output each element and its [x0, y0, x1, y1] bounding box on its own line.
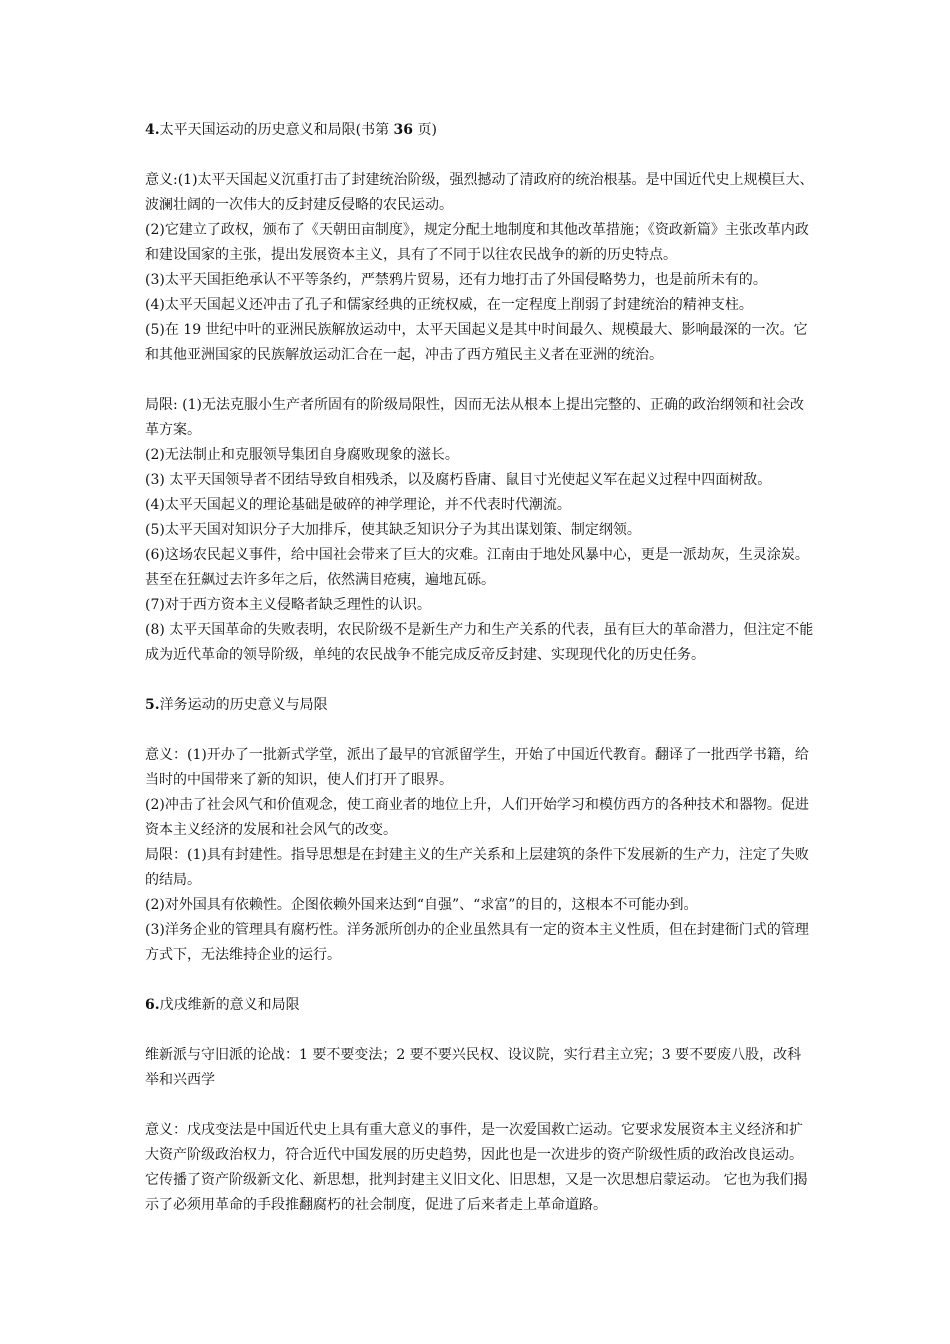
section-5-paragraph-5: (3)洋务企业的管理具有腐朽性。洋务派所创办的企业虽然具有一定的资本主义性质，但在封建衙门式的管理方式下，无法维持企业的运行。 [145, 922, 809, 963]
section-4-limit-8: (8) 太平天国革命的失败表明，农民阶级不是新生产力和生产关系的代表，虽有巨大的革命潜力，但注定不能成为近代革命的领导阶级，单纯的农民战争不能完成反帝反封建、实现现代化的历史任务。 [145, 622, 814, 663]
section-4-title-end: 页) [413, 122, 437, 138]
document-page [145, 118, 815, 1218]
section-5-paragraph-3: 局限：(1)具有封建性。指导思想是在封建主义的生产关系和上层建筑的条件下发展新的生产力，注定了失败的结局。 [145, 847, 809, 888]
section-4-limit-6: (6)这场农民起义事件，给中国社会带来了巨大的灾难。江南由于地处风暴中心，更是一派劫灰，生灵涂炭。甚至在狂飙过去许多年之后，依然满目疮痍，遍地瓦砾。 [145, 547, 809, 588]
section-4-meaning-1: 意义:(1)太平天国起义沉重打击了封建统治阶级，强烈撼动了清政府的统治根基。是中国近代史上规模巨大、波澜壮阔的一次伟大的反封建反侵略的农民运动。 [145, 172, 814, 213]
section-4-meaning-2: (2)它建立了政权，颁布了《天朝田亩制度》，规定分配土地制度和其他改革措施；《资政新篇》主张改革内政和建设国家的主张，提出发展资本主义，具有了不同于以往农民战争的新的历史特点。 [145, 222, 809, 263]
section-6-debate: 维新派与守旧派的论战：1 要不要变法；2 要不要兴民权、设议院，实行君主立宪；3 要不要废八股，改科举和兴西学 [145, 1047, 802, 1088]
section-4-limit-5: (5)太平天国对知识分子大加排斥，使其缺乏知识分子为其出谋划策、制定纲领。 [145, 522, 641, 538]
section-4-limit-4: (4)太平天国起义的理论基础是破碎的神学理论，并不代表时代潮流。 [145, 497, 571, 513]
section-5-paragraph-1: 意义：(1)开办了一批新式学堂，派出了最早的官派留学生，开始了中国近代教育。翻译了一批西学书籍，给当时的中国带来了新的知识，使人们打开了眼界。 [145, 747, 809, 788]
section-4-page-number: 36 [393, 122, 414, 138]
section-4-heading [145, 118, 815, 143]
section-4-limit-7: (7)对于西方资本主义侵略者缺乏理性的认识。 [145, 597, 431, 613]
section-5-paragraph-2: (2)冲击了社会风气和价值观念，使工商业者的地位上升，人们开始学习和模仿西方的各种技术和器物。促进资本主义经济的发展和社会风气的改变。 [145, 797, 809, 838]
section-4-limit-3: (3) 太平天国领导者不团结导致自相残杀，以及腐朽昏庸、鼠目寸光使起义军在起义过程中四面树敌。 [145, 472, 772, 488]
section-5-paragraph-4: (2)对外国具有依赖性。企图依赖外国来达到“自强”、“求富”的目的，这根本不可能办到。 [145, 897, 698, 913]
section-5-number: 5. [145, 697, 160, 713]
section-4-limit-2: (2)无法制止和克服领导集团自身腐败现象的滋长。 [145, 447, 459, 463]
section-4-limit-1: 局限: (1)无法克服小生产者所固有的阶级局限性，因而无法从根本上提出完整的、正确的政治纲领和社会改革方案。 [145, 397, 804, 438]
section-4-meaning-4: (4)太平天国起义还冲击了孔子和儒家经典的正统权威，在一定程度上削弱了封建统治的精神支柱。 [145, 297, 753, 313]
section-4-title: 太平天国运动的历史意义和局限(书第 [159, 122, 394, 138]
section-6-meaning: 意义：戊戌变法是中国近代史上具有重大意义的事件，是一次爱国救亡运动。它要求发展资本主义经济和扩大资产阶级政治权力，符合近代中国发展的历史趋势，因此也是一次进步的资产阶级性质的政治改良运动。它传播了资产阶级新文化、新思想，批判封建主义旧文化、旧思想，又是一次思想启蒙运动。 它也为我们揭示了必须用革命的手段推翻腐朽的社会制度，促进了后来者走上革命道路。 [145, 1122, 808, 1213]
section-4-meaning-5: (5)在 19 世纪中叶的亚洲民族解放运动中，太平天国起义是其中时间最久、规模最大、影响最深的一次。它和其他亚洲国家的民族解放运动汇合在一起，冲击了西方殖民主义者在亚洲的统治。 [145, 322, 808, 363]
section-4-number: 4. [145, 122, 160, 138]
section-5-heading [145, 693, 815, 718]
section-5-title: 洋务运动的历史意义与局限 [159, 697, 328, 713]
section-6-title: 戊戌维新的意义和局限 [159, 997, 300, 1013]
section-4-meaning-3: (3)太平天国拒绝承认不平等条约，严禁鸦片贸易，还有力地打击了外国侵略势力，也是前所未有的。 [145, 272, 767, 288]
section-6-heading [145, 993, 815, 1018]
section-6-number: 6. [145, 997, 160, 1013]
